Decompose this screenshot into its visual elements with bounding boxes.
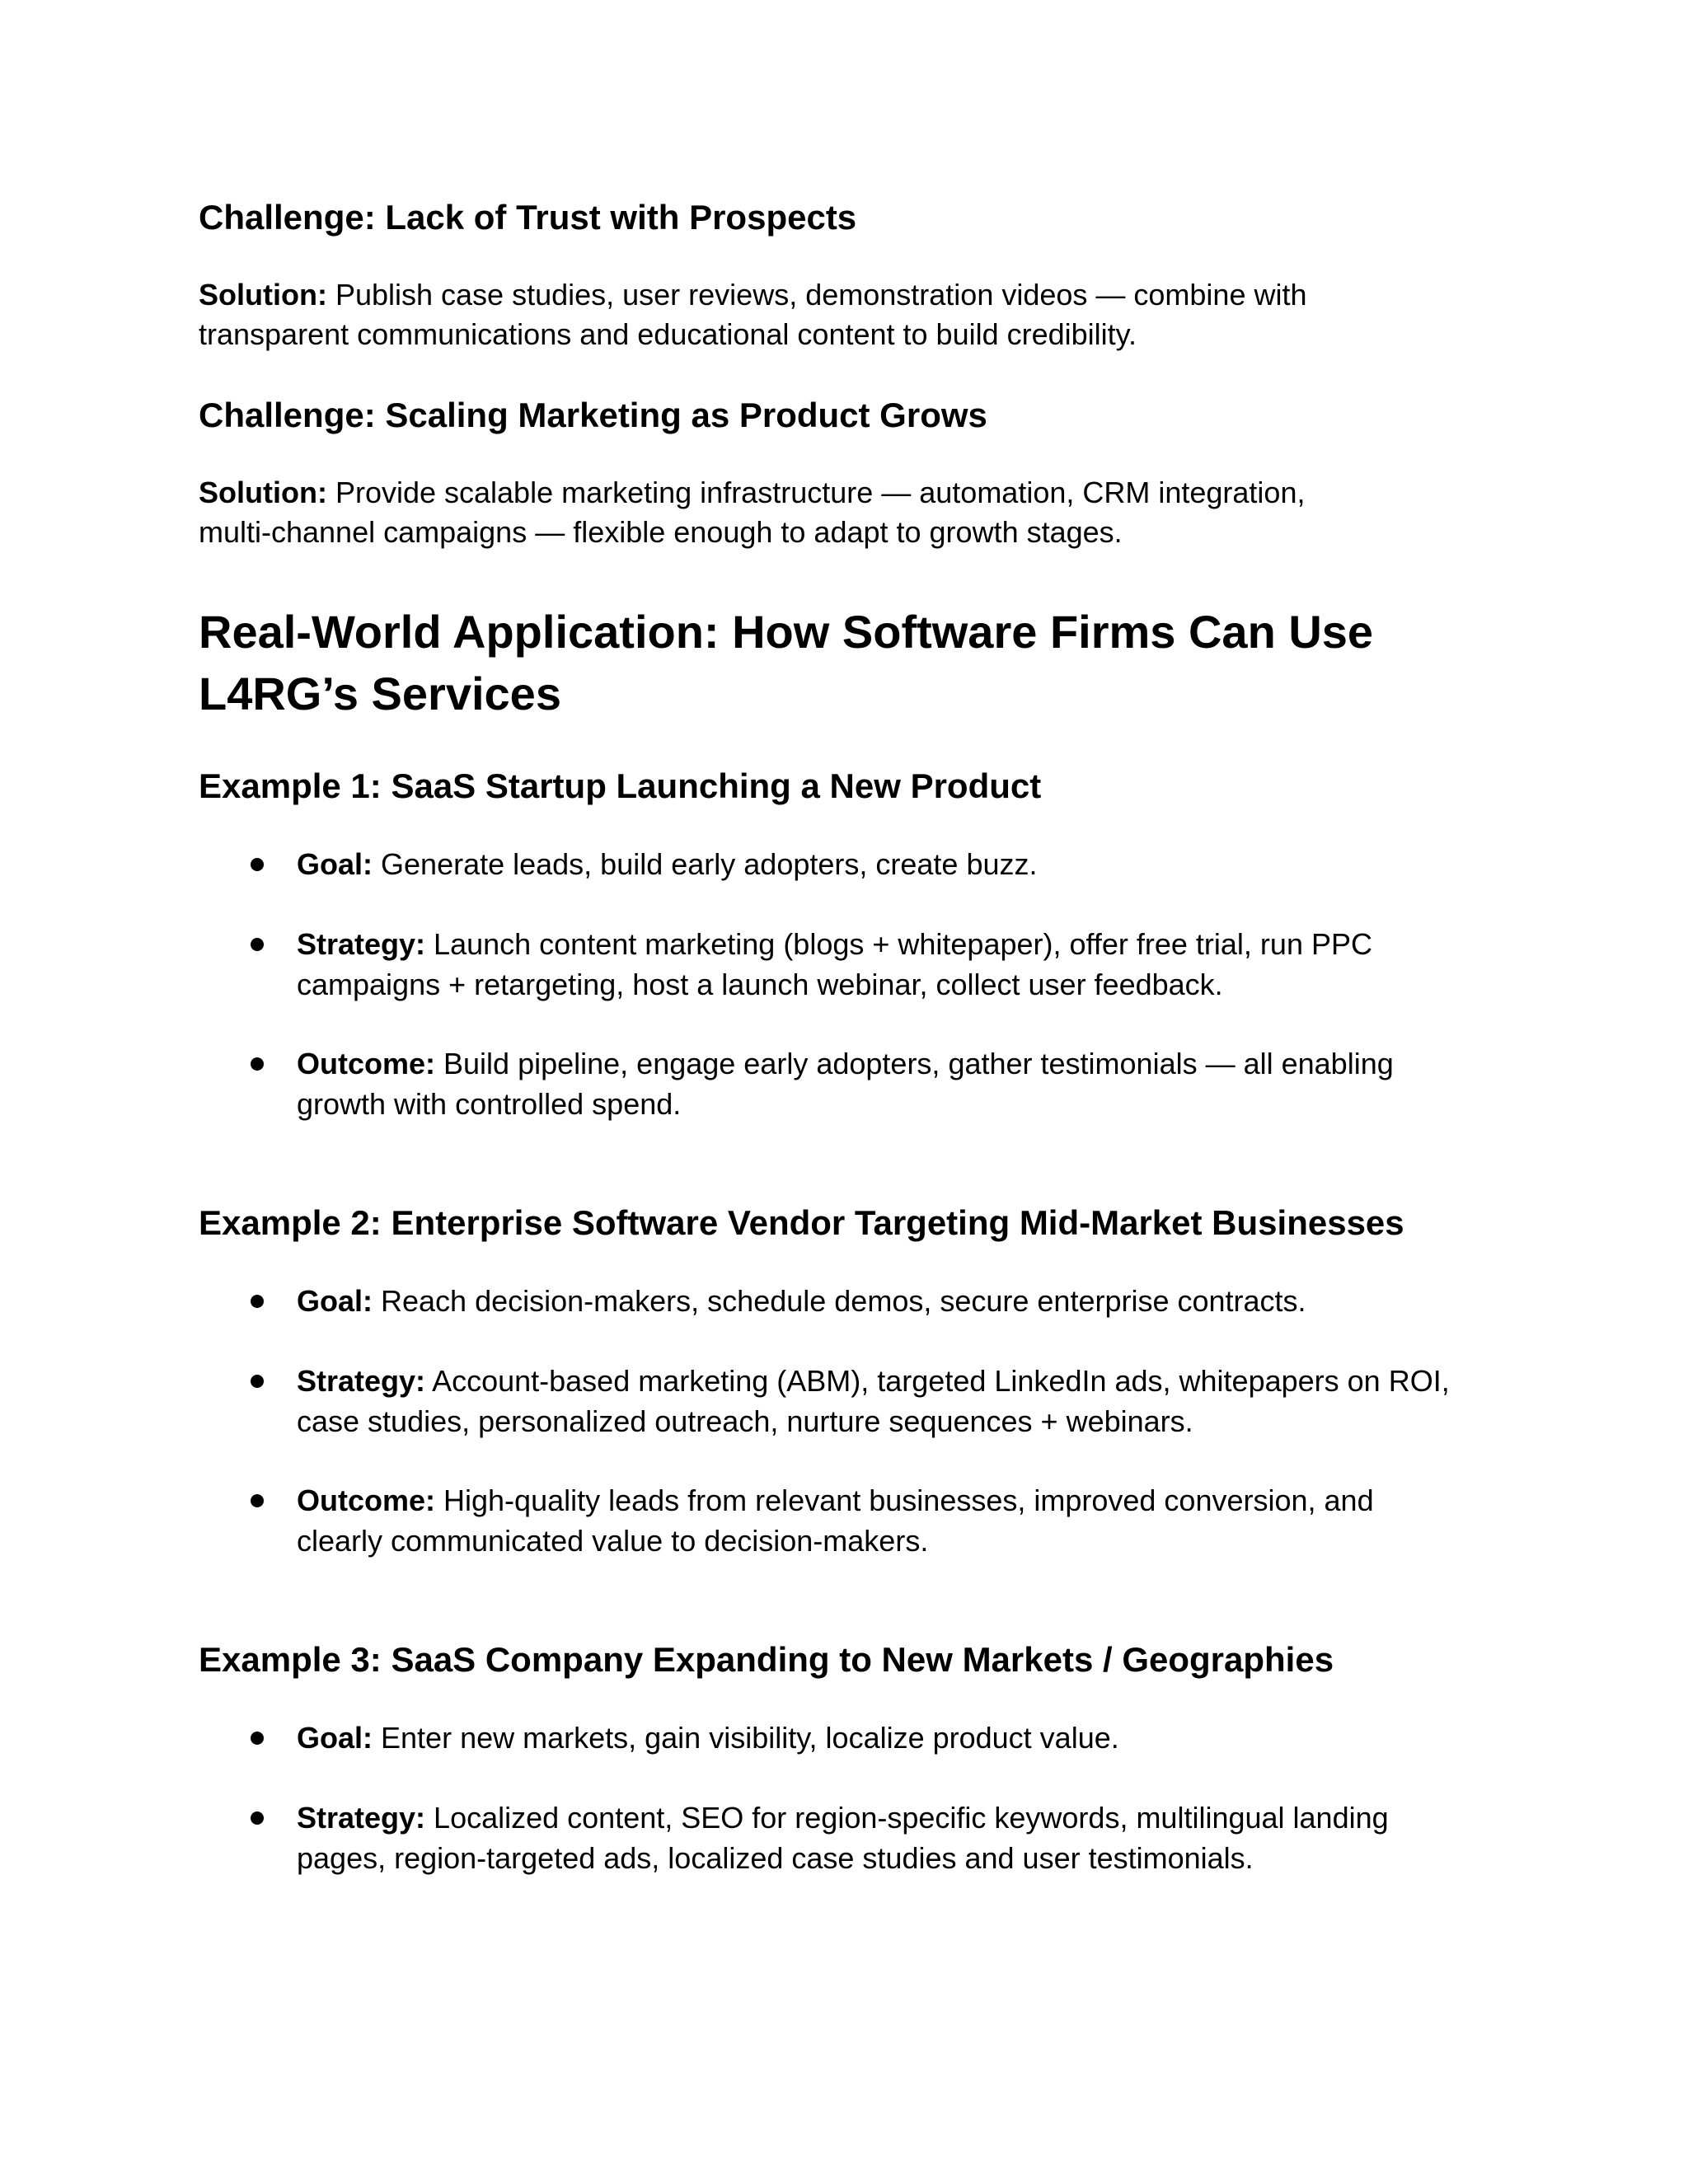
solution-text-line: multi-channel campaigns — flexible enough to adapt to growth stages.: [199, 515, 1123, 549]
item-label: Strategy:: [297, 927, 426, 961]
solution-text-line: Publish case studies, user reviews, demonstration videos — combine with: [326, 278, 1307, 312]
item-text-line: High-quality leads from relevant businesses, improved conversion, and: [435, 1483, 1374, 1517]
item-text-line: Launch content marketing (blogs + whitepaper), offer free trial, run PPC: [425, 927, 1372, 961]
solution-label: Solution:: [199, 476, 327, 509]
item-text-line: Reach decision‑makers, schedule demos, secure enterprise contracts.: [373, 1284, 1306, 1318]
section-heading-scaling: Challenge: Scaling Marketing as Product Grows: [199, 396, 987, 434]
item-label: Outcome:: [297, 1047, 436, 1080]
item-text-line: Account‑based marketing (ABM), targeted LinkedIn ads, whitepapers on ROI,: [425, 1364, 1450, 1398]
solution-label: Solution:: [199, 278, 327, 312]
item-text-line: Enter new markets, gain visibility, localize product value.: [373, 1721, 1119, 1755]
real-world-title-line: Real-World Application: How Software Firms Can Use: [199, 606, 1374, 658]
item-text-line: pages, region-targeted ads, localized case studies and user testimonials.: [297, 1841, 1254, 1875]
item-text-line: Localized content, SEO for region‑specific keywords, multilingual landing: [425, 1801, 1389, 1835]
section-heading-trust: Challenge: Lack of Trust with Prospects: [199, 198, 857, 237]
item-text-line: growth with controlled spend.: [297, 1087, 682, 1121]
item-text-line: Build pipeline, engage early adopters, gather testimonials — all enabling: [435, 1047, 1394, 1080]
item-text-line: clearly communicated value to decision‑makers.: [297, 1524, 929, 1558]
item-label: Goal:: [297, 1721, 373, 1755]
item-label: Goal:: [297, 1284, 373, 1318]
item-text-line: Generate leads, build early adopters, create buzz.: [373, 847, 1038, 881]
item-label: Goal:: [297, 847, 373, 881]
item-label: Outcome:: [297, 1483, 436, 1517]
example-heading: Example 3: SaaS Company Expanding to New Markets / Geographies: [199, 1640, 1334, 1679]
solution-text-line: transparent communications and educational content to build credibility.: [199, 317, 1137, 351]
solution-paragraph-trust: [199, 274, 1307, 315]
real-world-title-line: L4RG’s Services: [199, 668, 561, 719]
solution-text-line: Provide scalable marketing infrastructure — automation, CRM integration,: [326, 476, 1306, 509]
item-label: Strategy:: [297, 1364, 426, 1398]
example-heading: Example 1: SaaS Startup Launching a New Product: [199, 766, 1042, 805]
item-text-line: case studies, personalized outreach, nurture sequences + webinars.: [297, 1404, 1193, 1438]
solution-paragraph-scaling: [199, 472, 1305, 513]
item-label: Strategy:: [297, 1801, 426, 1835]
example-heading: Example 2: Enterprise Software Vendor Targeting Mid‑Market Businesses: [199, 1203, 1404, 1242]
item-text-line: campaigns + retargeting, host a launch webinar, collect user feedback.: [297, 968, 1223, 1001]
